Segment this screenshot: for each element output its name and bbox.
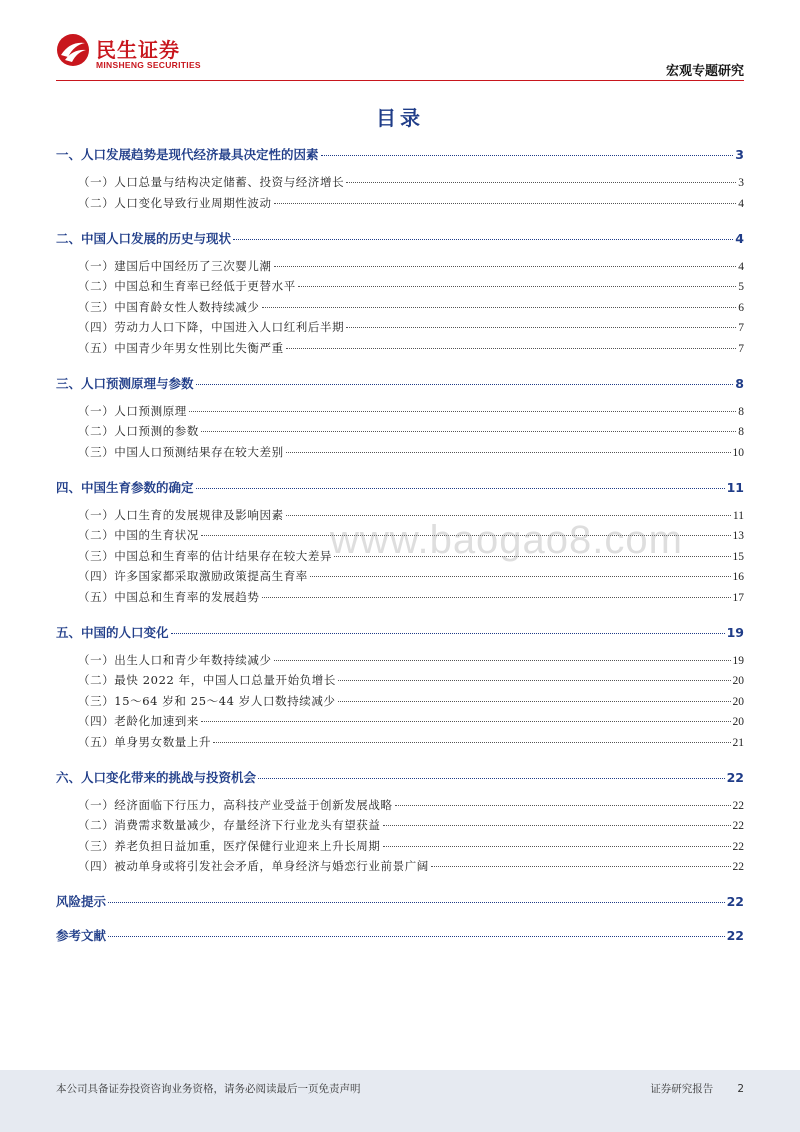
toc-dot-leader [383, 825, 731, 826]
toc-page-number: 7 [738, 322, 744, 334]
toc-section-entry[interactable] [56, 174, 744, 190]
toc-section-entry[interactable] [56, 423, 744, 439]
toc-chapter-entry[interactable] [56, 623, 744, 641]
toc-dot-leader [298, 286, 736, 287]
toc-page-number: 8 [735, 375, 744, 391]
toc-chapter-entry[interactable] [56, 374, 744, 392]
toc-page-number: 21 [732, 736, 744, 749]
toc-entry-title: 四、中国生育参数的确定 [56, 479, 194, 495]
toc-dot-leader [338, 680, 731, 681]
toc-page-number: 20 [732, 695, 744, 708]
toc-section-entry[interactable] [56, 713, 744, 729]
toc-dot-leader [108, 936, 725, 937]
toc-dot-leader [286, 515, 731, 516]
toc-entry-title: （二）人口变化导致行业周期性波动 [78, 195, 272, 210]
toc-entry-title: （二）人口预测的参数 [78, 424, 199, 438]
toc-page-number: 16 [732, 571, 744, 583]
toc-page-number: 4 [735, 230, 744, 246]
company-logo [56, 33, 216, 73]
toc-entry-title: （三）中国总和生育率的估计结果存在较大差异 [78, 548, 333, 563]
toc-page-number: 8 [738, 405, 744, 418]
toc-entry-title: （一）建国后中国经历了三次婴儿潮 [78, 258, 272, 273]
toc-section-entry[interactable] [56, 693, 744, 709]
toc-entry-title: （二）中国总和生育率已经低于更替水平 [78, 279, 296, 293]
toc-chapter-entry[interactable] [56, 926, 744, 944]
toc-dot-leader [286, 452, 731, 453]
toc-dot-leader [383, 846, 731, 847]
toc-entry-title: （五）单身男女数量上升 [78, 734, 212, 749]
toc-dot-leader [338, 701, 731, 702]
toc-section-entry[interactable] [56, 589, 744, 605]
toc-dot-leader [395, 805, 731, 806]
toc-entry-title: （四）许多国家都采取激励政策提高生育率 [78, 569, 308, 583]
toc-page-number: 6 [738, 301, 744, 314]
toc-section-entry[interactable] [56, 403, 744, 419]
toc-page-number: 8 [738, 426, 744, 438]
toc-dot-leader [346, 182, 736, 183]
toc-section-entry[interactable] [56, 319, 744, 335]
toc-entry-title: （三）中国人口预测结果存在较大差别 [78, 444, 284, 459]
toc-page-number: 22 [726, 769, 744, 785]
toc-dot-leader [310, 576, 731, 577]
toc-page-number: 5 [738, 281, 744, 293]
toc-entry-title: （四）劳动力人口下降，中国进入人口红利后半期 [78, 320, 345, 334]
toc-chapter-entry[interactable] [56, 892, 744, 910]
toc-section-entry[interactable] [56, 797, 744, 813]
toc-page-number: 3 [735, 147, 744, 162]
toc-section-entry[interactable] [56, 817, 744, 833]
toc-entry-title: （三）15～64 岁和 25～44 岁人口数持续减少 [78, 693, 336, 708]
toc-entry-title: （一）人口生育的发展规律及影响因素 [78, 507, 284, 522]
toc-entry-title: （一）人口预测原理 [78, 403, 187, 418]
toc-entry-title: （四）被动单身或将引发社会矛盾，单身经济与婚恋行业前景广阔 [78, 859, 429, 873]
header-divider [56, 80, 744, 81]
toc-page-number: 22 [732, 799, 744, 812]
toc-heading: 目录 [376, 106, 424, 130]
toc-section-entry[interactable] [56, 195, 744, 211]
toc-page-number: 19 [726, 624, 744, 640]
toc-dot-leader [262, 307, 737, 308]
minsheng-logo-icon [56, 33, 90, 67]
toc-dot-leader [321, 155, 734, 156]
toc-page-number: 19 [732, 654, 744, 667]
watermark: www.baogao8.com [330, 518, 683, 562]
toc-page-number: 13 [732, 530, 744, 542]
toc-section-entry[interactable] [56, 672, 744, 688]
logo-english-name: MINSHENG SECURITIES [96, 60, 201, 70]
toc-section-entry[interactable] [56, 652, 744, 668]
toc-dot-leader [189, 411, 736, 412]
toc-section-entry[interactable] [56, 858, 744, 874]
toc-dot-leader [274, 203, 737, 204]
report-section-title: 宏观专题研究 [665, 64, 744, 79]
toc-dot-leader [213, 742, 730, 743]
toc-page-number: 20 [732, 716, 744, 728]
toc-page-number: 22 [732, 861, 744, 873]
page-number: 2 [737, 1083, 744, 1095]
toc-entry-title: （一）经济面临下行压力，高科技产业受益于创新发展战略 [78, 797, 393, 812]
toc-entry-title: 五、中国的人口变化 [56, 624, 169, 640]
toc-entry-title: （一）人口总量与结构决定储蓄、投资与经济增长 [78, 175, 345, 189]
toc-page-number: 22 [732, 820, 744, 832]
footer-disclaimer: 本公司具备证券投资咨询业务资格，请务必阅读最后一页免责声明 [56, 1083, 361, 1095]
toc-page-number: 11 [726, 479, 744, 495]
toc-entry-title: （四）老龄化加速到来 [78, 714, 199, 728]
toc-page-number: 4 [738, 260, 744, 273]
toc-entry-title: （二）消费需求数量减少，存量经济下行业龙头有望获益 [78, 818, 381, 832]
toc-dot-leader [201, 721, 731, 722]
toc-dot-leader [346, 327, 736, 328]
toc-page-number: 11 [732, 509, 744, 522]
toc-dot-leader [171, 633, 725, 634]
toc-page-number: 20 [732, 675, 744, 687]
toc-chapter-entry[interactable] [56, 768, 744, 786]
toc-entry-title: 一、人口发展趋势是现代经济最具决定性的因素 [56, 147, 319, 162]
toc-entry-title: （三）养老负担日益加重，医疗保健行业迎来上升长周期 [78, 838, 381, 853]
toc-page-number: 22 [726, 894, 744, 909]
toc-section-entry[interactable] [56, 278, 744, 294]
toc-page-number: 22 [726, 928, 744, 943]
toc-page-number: 22 [732, 840, 744, 853]
toc-entry-title: （二）最快 2022 年，中国人口总量开始负增长 [78, 673, 336, 687]
toc-dot-leader [108, 902, 725, 903]
footer-doc-type: 证券研究报告 [650, 1083, 714, 1095]
toc-entry-title: （三）中国育龄女性人数持续减少 [78, 299, 260, 314]
toc-dot-leader [274, 266, 737, 267]
toc-dot-leader [258, 778, 725, 779]
toc-dot-leader [274, 660, 731, 661]
toc-chapter-entry[interactable] [56, 478, 744, 496]
toc-section-entry[interactable] [56, 734, 744, 750]
toc-page-number: 17 [732, 591, 744, 604]
logo-chinese-name: 民生证券 [96, 38, 180, 62]
footer-info [650, 1081, 744, 1096]
toc-entry-title: 风险提示 [56, 894, 107, 909]
toc-page-number: 4 [738, 197, 744, 210]
toc-entry-title: （五）中国青少年男女性别比失衡严重 [78, 340, 284, 355]
toc-section-entry[interactable] [56, 444, 744, 460]
toc-chapter-entry[interactable] [56, 229, 744, 247]
toc-page-number: 15 [732, 550, 744, 563]
toc-entry-title: （二）中国的生育状况 [78, 528, 199, 542]
toc-entry-title: 二、中国人口发展的历史与现状 [56, 230, 232, 246]
toc-page-number: 3 [738, 177, 744, 189]
page-header [0, 0, 800, 86]
toc-dot-leader [233, 239, 733, 240]
toc-section-entry[interactable] [56, 299, 744, 315]
toc-entry-title: 参考文献 [56, 928, 107, 943]
toc-section-entry[interactable] [56, 568, 744, 584]
page-footer [0, 1070, 800, 1132]
toc-section-entry[interactable] [56, 340, 744, 356]
toc-entry-title: 六、人口变化带来的挑战与投资机会 [56, 769, 257, 785]
toc-chapter-entry[interactable] [56, 145, 744, 163]
toc-dot-leader [196, 384, 734, 385]
toc-dot-leader [286, 348, 737, 349]
toc-entry-title: 三、人口预测原理与参数 [56, 375, 194, 391]
toc-dot-leader [262, 597, 731, 598]
toc-entry-title: （五）中国总和生育率的发展趋势 [78, 589, 260, 604]
toc-section-entry[interactable] [56, 258, 744, 274]
toc-entry-title: （一）出生人口和青少年数持续减少 [78, 652, 272, 667]
toc-dot-leader [196, 488, 725, 489]
toc-page-number: 7 [738, 342, 744, 355]
toc-dot-leader [201, 431, 736, 432]
toc-page-number: 10 [732, 446, 744, 459]
toc-dot-leader [431, 866, 731, 867]
toc-section-entry[interactable] [56, 838, 744, 854]
